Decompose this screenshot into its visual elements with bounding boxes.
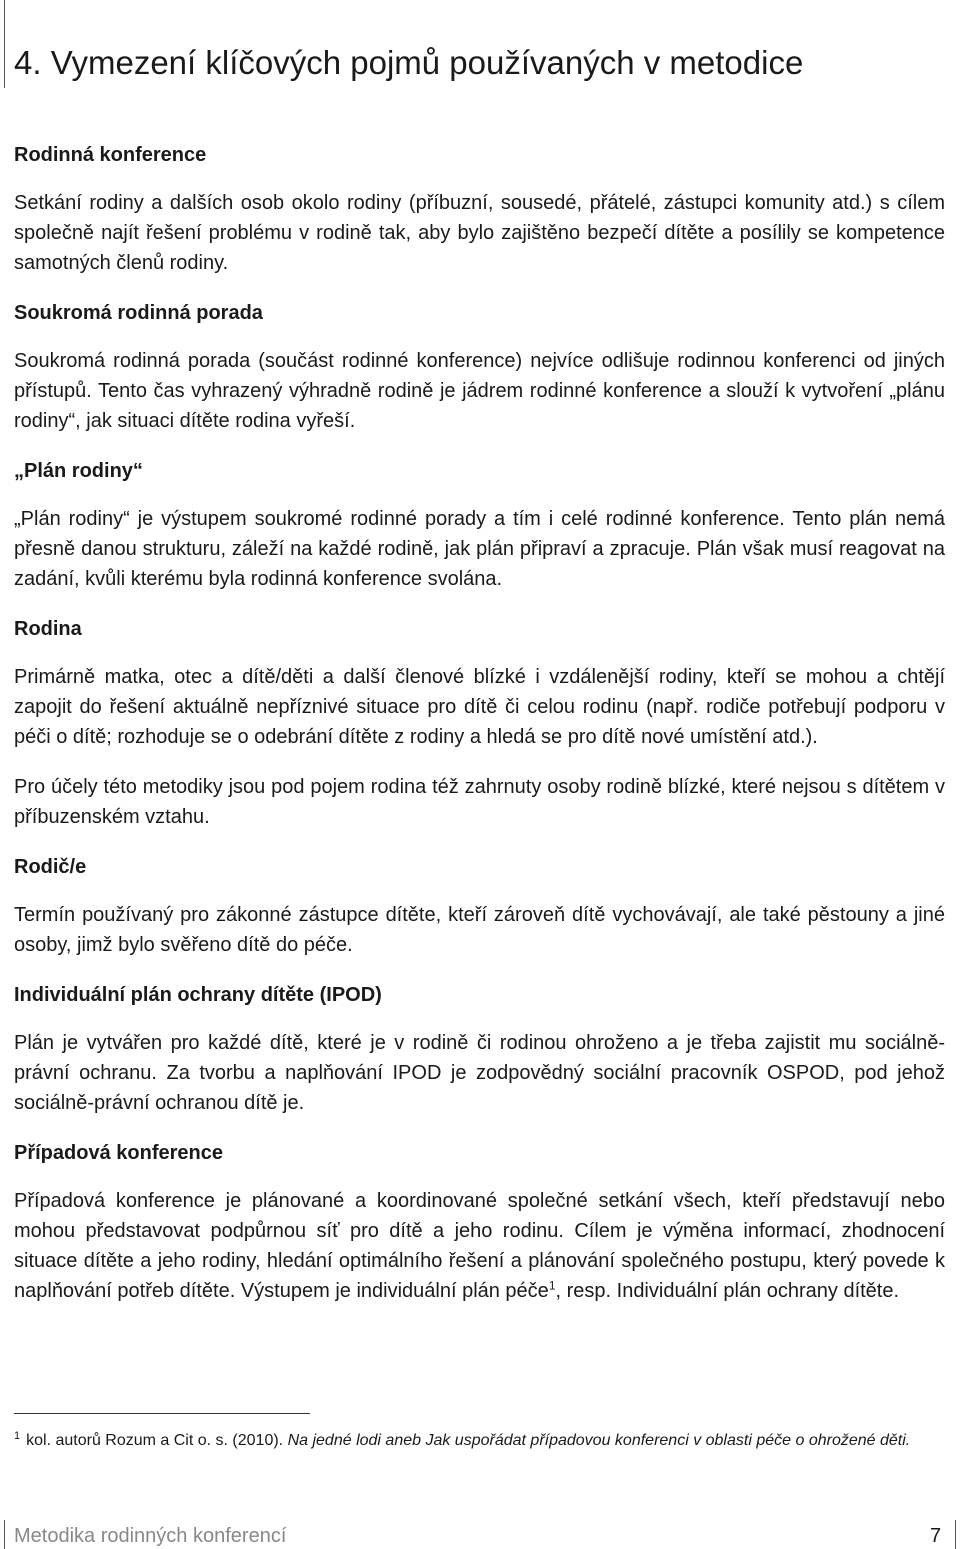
footnote-reference[interactable]: 1 [548, 1278, 556, 1293]
section-heading: Případová konference [14, 1142, 223, 1164]
section-heading: Rodinná konference [14, 144, 207, 166]
section-rodice [14, 852, 945, 960]
section-plan-rodiny [14, 456, 945, 594]
section-pripadova-konference [14, 1138, 945, 1306]
footnote-book-title: Na jedné lodi aneb Jak uspořádat případovou konferenci v oblasti péče o ohrožené děti. [287, 1432, 911, 1449]
section-heading: Individuální plán ochrany dítěte (IPOD) [14, 984, 382, 1006]
section-paragraph: Setkání rodiny a dalších osob okolo rodiny (příbuzní, sousedé, přátelé, zástupci komunity atd.) s cílem společně najít řešení problému v rodině tak, aby bylo zajištěno bezpečí dítěte a posílily se kompetence samotných členů rodiny. [14, 192, 945, 274]
section-paragraph: Pro účely této metodiky jsou pod pojem rodina též zahrnuty osoby rodině blízké, které nejsou s dítětem v příbuzenském vztahu. [14, 776, 945, 828]
paragraph-text: Případová konference je plánované a koordinované společné setkání všech, kteří představují nebo mohou představovat podpůrnou síť pro dítě a jeho rodinu. Cílem je výměna informací, zhodnocení situace dítěte a jeho rodiny, hledání optimálního řešení a plánování společného postupu, který povede k naplňování potřeb dítěte. Výstupem je individuální plán péče [14, 1190, 945, 1302]
footnote-citation: kol. autorů Rozum a Cit o. s. (2010). [26, 1432, 288, 1449]
footnote [14, 1428, 945, 1453]
footnote-divider [14, 1413, 310, 1414]
section-soukroma-rodinna-porada [14, 298, 945, 436]
section-paragraph: Termín používaný pro zákonné zástupce dítěte, kteří zároveň dítě vychovávají, ale také pěstouny a jiné osoby, jimž bylo svěřeno dítě do péče. [14, 904, 945, 956]
chapter-title: 4. Vymezení klíčových pojmů používaných v metodice [14, 44, 804, 81]
footer-left-rule [4, 1520, 5, 1549]
footnote-number: 1 [14, 1429, 21, 1442]
section-heading: Rodič/e [14, 856, 87, 878]
section-paragraph: „Plán rodiny“ je výstupem soukromé rodinné porady a tím i celé rodinné konference. Tento plán nemá přesně danou strukturu, záleží na každé rodině, jak plán připraví a zpracuje. Plán však musí reagovat na zadání, kvůli kterému byla rodinná konference svolána. [14, 508, 945, 590]
page-number: 7 [930, 1525, 942, 1547]
section-rodinna-konference [14, 140, 945, 278]
paragraph-text-tail: , resp. Individuální plán ochrany dítěte. [555, 1280, 900, 1302]
top-margin-rule [4, 0, 5, 88]
section-paragraph: Plán je vytvářen pro každé dítě, které je v rodině či rodinou ohroženo a je třeba zajistit mu sociálně-právní ochranu. Za tvorbu a naplňování IPOD je zodpovědný sociální pracovník OSPOD, pod jehož sociálně-právní ochranou dítě je. [14, 1032, 945, 1114]
main-content [14, 140, 945, 1326]
section-rodina [14, 614, 945, 832]
footer-document-title: Metodika rodinných konferencí [14, 1525, 287, 1547]
footer-right-rule [955, 1520, 956, 1549]
section-paragraph [14, 1186, 945, 1306]
section-paragraph: Soukromá rodinná porada (součást rodinné konference) nejvíce odlišuje rodinnou konferenci od jiných přístupů. Tento čas vyhrazený výhradně rodině je jádrem rodinné konference a slouží k vytvoření „plánu rodiny“, jak situaci dítěte rodina vyřeší. [14, 350, 945, 432]
section-heading: Rodina [14, 618, 82, 640]
section-ipod [14, 980, 945, 1118]
section-heading: „Plán rodiny“ [14, 460, 143, 482]
section-paragraph: Primárně matka, otec a dítě/děti a další členové blízké i vzdálenější rodiny, kteří se mohou a chtějí zapojit do řešení aktuálně nepříznivé situace pro dítě či celou rodinu (např. rodiče potřebují podporu v péči o dítě; rozhoduje se o odebrání dítěte z rodiny a hledá se pro dítě nové umístění atd.). [14, 666, 945, 748]
section-heading: Soukromá rodinná porada [14, 302, 263, 324]
